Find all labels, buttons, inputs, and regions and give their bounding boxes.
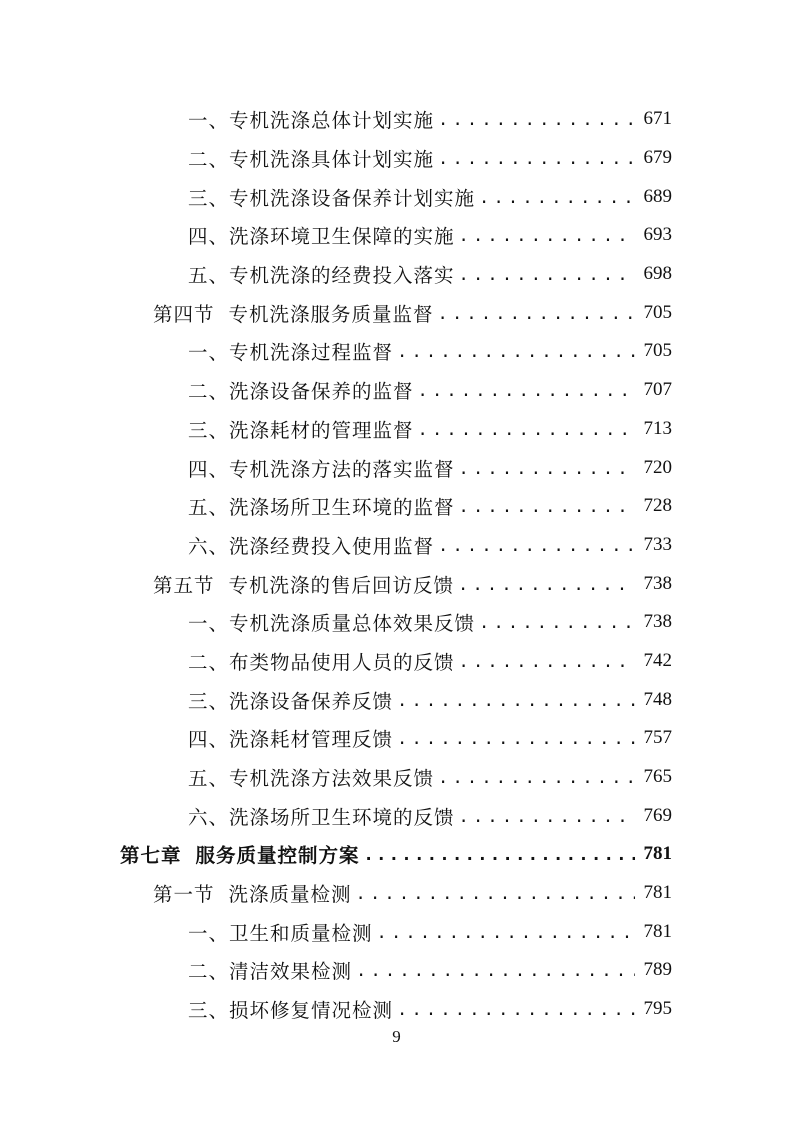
toc-entry-text: 服务质量控制方案	[195, 844, 360, 868]
toc-dot-leader	[356, 884, 635, 904]
toc-entry-text: 专机洗涤设备保养计划实施	[229, 186, 476, 210]
toc-entry-title	[188, 724, 393, 752]
toc-item-entry[interactable]	[0, 642, 793, 681]
toc-entry-text: 专机洗涤总体计划实施	[229, 109, 435, 133]
toc-entry-text: 洗涤设备保养反馈	[229, 689, 394, 713]
toc-entry-page-number: 713	[643, 417, 672, 439]
toc-dot-leader	[377, 923, 635, 943]
toc-entry-page-number: 738	[643, 572, 672, 594]
toc-entry-text: 洗涤质量检测	[228, 883, 352, 907]
toc-entry-text: 损坏修复情况检测	[229, 999, 394, 1023]
toc-entry-number: 一、	[188, 109, 230, 133]
toc-entry-page-number: 728	[643, 495, 672, 517]
toc-entry-title	[188, 956, 352, 984]
toc-entry-page-number: 705	[643, 340, 672, 362]
toc-dot-leader	[438, 536, 635, 556]
toc-item-entry[interactable]	[0, 487, 793, 526]
toc-item-entry[interactable]	[0, 448, 793, 487]
toc-entry-text: 洗涤环境卫生保障的实施	[229, 225, 455, 249]
toc-entry-title	[188, 260, 455, 288]
toc-entry-title	[188, 686, 393, 714]
toc-entry-page-number: 781	[643, 882, 672, 904]
toc-entry-page-number: 781	[643, 920, 672, 942]
toc-entry-number: 第五节	[153, 573, 215, 597]
toc-item-entry[interactable]	[0, 100, 793, 139]
toc-entry-text: 洗涤设备保养的监督	[229, 380, 414, 404]
toc-dot-leader	[397, 1000, 635, 1020]
toc-entry-title	[153, 570, 454, 598]
toc-section-entry[interactable]	[0, 564, 793, 603]
toc-entry-page-number: 765	[643, 766, 672, 788]
toc-item-entry[interactable]	[0, 332, 793, 371]
toc-entry-text: 专机洗涤方法效果反馈	[229, 767, 435, 791]
toc-entry-text: 专机洗涤的售后回访反馈	[228, 573, 455, 597]
toc-item-entry[interactable]	[0, 796, 793, 835]
toc-entry-text: 专机洗涤的经费投入落实	[229, 264, 455, 288]
toc-entry-number: 五、	[188, 767, 230, 791]
toc-item-entry[interactable]	[0, 216, 793, 255]
toc-item-entry[interactable]	[0, 990, 793, 1029]
toc-item-entry[interactable]	[0, 371, 793, 410]
toc-entry-page-number: 738	[643, 611, 672, 633]
toc-dot-leader	[418, 381, 635, 401]
toc-entry-page-number: 689	[643, 185, 672, 207]
toc-entry-number: 二、	[188, 650, 230, 674]
toc-entry-number: 一、	[188, 612, 230, 636]
toc-item-entry[interactable]	[0, 139, 793, 178]
toc-entry-title	[188, 647, 455, 675]
toc-entry-title	[188, 376, 414, 404]
toc-dot-leader	[479, 188, 635, 208]
toc-entry-number: 六、	[188, 805, 230, 829]
toc-item-entry[interactable]	[0, 912, 793, 951]
toc-dot-leader	[397, 342, 635, 362]
toc-entry-number: 三、	[188, 689, 230, 713]
toc-entry-page-number: 757	[643, 727, 672, 749]
toc-dot-leader	[459, 807, 635, 827]
toc-entry-page-number: 733	[643, 533, 672, 555]
toc-item-entry[interactable]	[0, 410, 793, 449]
toc-entry-text: 专机洗涤具体计划实施	[229, 148, 435, 172]
toc-dot-leader	[459, 459, 635, 479]
toc-item-entry[interactable]	[0, 680, 793, 719]
toc-entry-text: 专机洗涤方法的落实监督	[229, 457, 455, 481]
toc-entry-number: 二、	[188, 960, 230, 984]
toc-entry-number: 一、	[188, 921, 230, 945]
toc-entry-text: 清洁效果检测	[229, 960, 353, 984]
page-number: 9	[392, 1027, 401, 1046]
toc-entry-page-number: 693	[643, 224, 672, 246]
toc-entry-page-number: 705	[643, 301, 672, 323]
toc-entry-number: 四、	[188, 225, 230, 249]
toc-dot-leader	[438, 304, 635, 324]
toc-entry-title	[188, 918, 373, 946]
toc-entry-title	[188, 995, 393, 1023]
toc-entry-page-number: 769	[643, 804, 672, 826]
toc-dot-leader	[459, 265, 635, 285]
toc-entry-number: 五、	[188, 496, 230, 520]
toc-entry-title	[153, 299, 434, 327]
toc-entry-title	[188, 492, 455, 520]
toc-dot-leader	[459, 226, 635, 246]
toc-entry-page-number: 781	[643, 843, 672, 865]
toc-item-entry[interactable]	[0, 255, 793, 294]
toc-entry-number: 五、	[188, 264, 230, 288]
toc-dot-leader	[397, 691, 635, 711]
toc-entry-number: 六、	[188, 534, 230, 558]
toc-entry-page-number: 720	[643, 456, 672, 478]
toc-entry-number: 二、	[188, 148, 230, 172]
toc-item-entry[interactable]	[0, 758, 793, 797]
toc-entry-title	[188, 802, 455, 830]
toc-entry-page-number: 671	[643, 108, 672, 130]
toc-entry-page-number: 795	[643, 998, 672, 1020]
toc-dot-leader	[438, 768, 635, 788]
toc-entry-text: 布类物品使用人员的反馈	[229, 650, 455, 674]
toc-dot-leader	[397, 729, 635, 749]
toc-entry-text: 洗涤场所卫生环境的反馈	[229, 805, 455, 829]
toc-entry-title	[188, 415, 414, 443]
toc-entry-number: 四、	[188, 457, 230, 481]
toc-entry-title	[188, 183, 475, 211]
toc-item-entry[interactable]	[0, 603, 793, 642]
toc-entry-title	[188, 608, 475, 636]
toc-entry-title	[188, 763, 434, 791]
toc-chapter-entry[interactable]	[0, 835, 793, 874]
toc-entry-text: 洗涤场所卫生环境的监督	[229, 496, 455, 520]
toc-dot-leader	[438, 149, 635, 169]
toc-entry-page-number: 748	[643, 688, 672, 710]
toc-dot-leader	[459, 652, 635, 672]
toc-entry-text: 专机洗涤质量总体效果反馈	[229, 612, 476, 636]
toc-entry-number: 三、	[188, 999, 230, 1023]
toc-entry-text: 洗涤经费投入使用监督	[229, 534, 435, 558]
toc-dot-leader	[418, 420, 635, 440]
toc-entry-text: 专机洗涤服务质量监督	[228, 302, 434, 326]
toc-entry-title	[188, 337, 393, 365]
toc-entry-list	[0, 100, 793, 1029]
toc-entry-number: 第七章	[120, 844, 182, 868]
toc-entry-page-number: 679	[643, 147, 672, 169]
toc-entry-page-number: 789	[643, 959, 672, 981]
toc-entry-title	[188, 105, 434, 133]
toc-dot-leader	[438, 110, 635, 130]
toc-entry-page-number: 698	[643, 263, 672, 285]
toc-entry-number: 第四节	[153, 302, 215, 326]
toc-dot-leader	[459, 497, 635, 517]
toc-entry-number: 一、	[188, 341, 230, 365]
toc-entry-page-number: 742	[643, 649, 672, 671]
toc-entry-number: 第一节	[153, 883, 215, 907]
toc-entry-title	[188, 531, 434, 559]
toc-section-entry[interactable]	[0, 874, 793, 913]
toc-entry-title	[188, 454, 455, 482]
toc-entry-title	[188, 144, 434, 172]
toc-item-entry[interactable]	[0, 526, 793, 565]
toc-entry-text: 专机洗涤过程监督	[229, 341, 394, 365]
toc-entry-title	[188, 221, 455, 249]
toc-item-entry[interactable]	[0, 719, 793, 758]
toc-entry-text: 卫生和质量检测	[229, 921, 373, 945]
table-of-contents	[0, 100, 793, 1029]
toc-dot-leader	[479, 613, 635, 633]
toc-entry-number: 三、	[188, 186, 230, 210]
toc-item-entry[interactable]	[0, 951, 793, 990]
toc-entry-number: 四、	[188, 728, 230, 752]
toc-section-entry[interactable]	[0, 293, 793, 332]
toc-dot-leader	[356, 961, 635, 981]
toc-entry-text: 洗涤耗材管理反馈	[229, 728, 394, 752]
toc-entry-text: 洗涤耗材的管理监督	[229, 418, 414, 442]
toc-entry-page-number: 707	[643, 379, 672, 401]
toc-entry-title	[153, 879, 352, 907]
toc-dot-leader	[364, 845, 635, 865]
toc-entry-title	[120, 840, 360, 868]
toc-dot-leader	[458, 575, 635, 595]
toc-item-entry[interactable]	[0, 177, 793, 216]
toc-entry-number: 三、	[188, 418, 230, 442]
toc-entry-number: 二、	[188, 380, 230, 404]
